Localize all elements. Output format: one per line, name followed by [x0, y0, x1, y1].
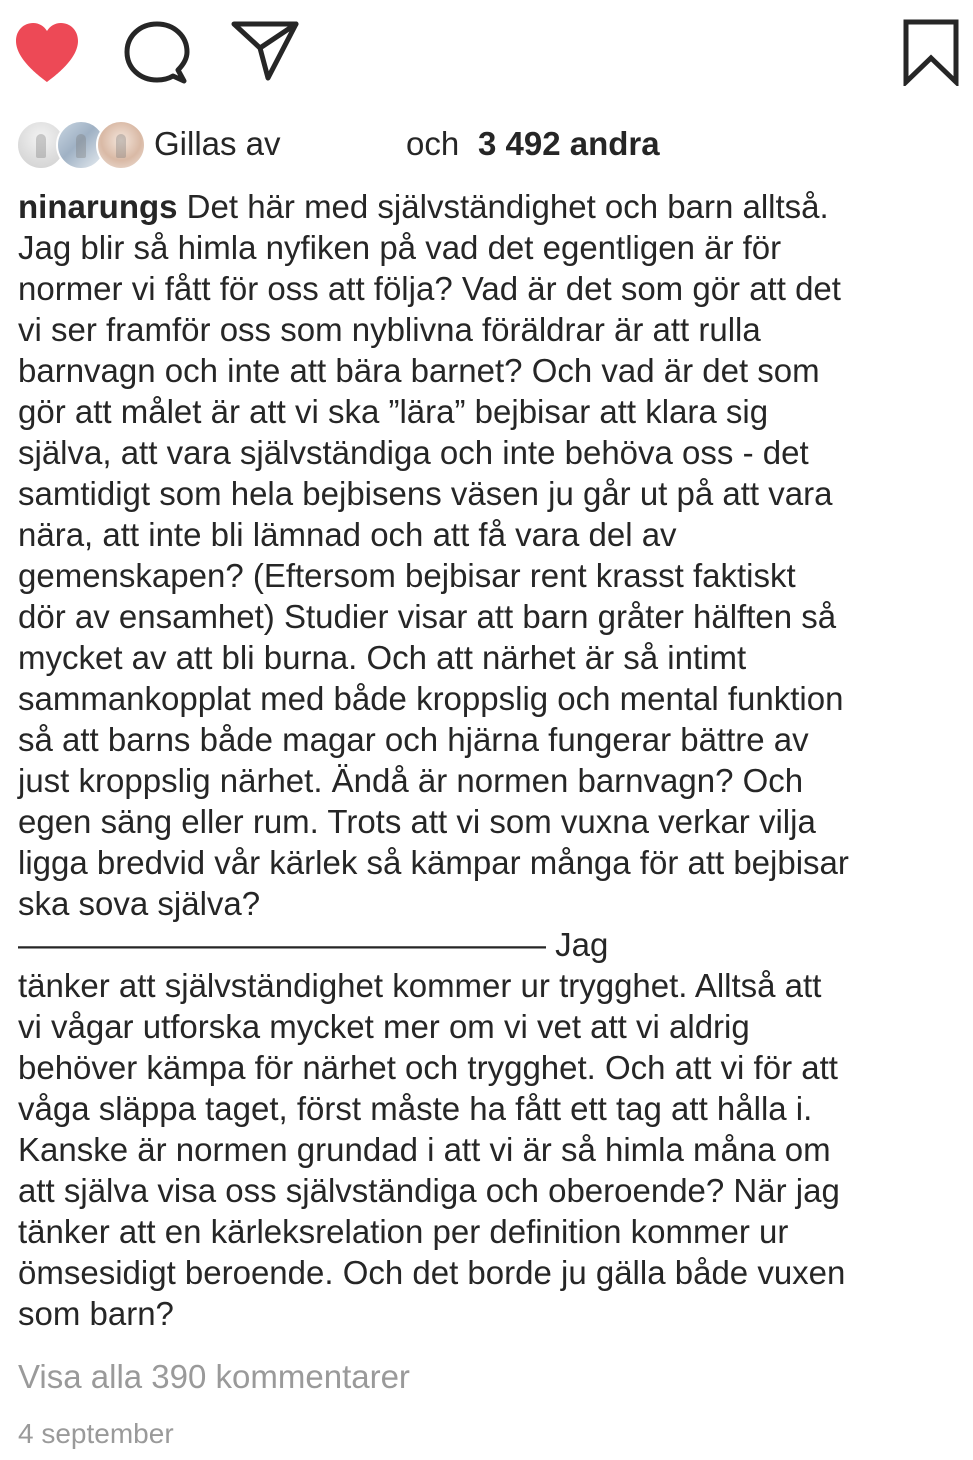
like-button[interactable] [12, 20, 82, 86]
bookmark-icon [900, 18, 962, 86]
comment-button[interactable] [124, 20, 190, 86]
caption-text: Det här med självständighet och barn alltså. Jag blir så himla nyfiken på vad det egentligen är för normer vi fått för oss att följa? Vad är det som gör att det vi ser framför oss som nyblivna föräldrar är att rulla barnvagn och inte att bära barnet? Och vad är det som gör att målet är att vi ska ”lära” bejbisar att klara sig själva, att vara självständiga och inte behöva oss - det samtidigt som hela bejbisens väsen ju går ut på att vara nära, att inte bli lämnad och att få vara del av gemenskapen? (Eftersom bejbisar rent krasst faktiskt dör av ensamhet) Studier visar att barn gråter hälften så mycket av att bli burna. Och att närhet är så intimt sammankopplat med både kroppslig och mental funktion så att barns både magar och hjärna fungerar bättre av just kroppslig närhet. Ändå är normen barnvagn? Och egen säng eller rum. Trots att vi som vuxna verkar vilja ligga bredvid vår kärlek så kämpar många för att bejbisar ska sova själva? ———————————————— Jag tänker att självständighet kommer ur trygghet. Alltså att vi vågar utforska mycket mer om vi vet att vi aldrig behöver kämpa för närhet och trygghet. Och att vi för att våga släppa taget, först måste ha fått ett tag att hålla i. Kanske är normen grundad i att vi är så himla måna om att själva visa oss självständiga och oberoende? När jag tänker att en kärleksrelation per definition kommer ur ömsesidigt beroende. Och det borde ju gälla både vuxen som barn? [18, 188, 849, 1332]
view-all-comments-link[interactable]: Visa alla 390 kommentarer [18, 1358, 410, 1395]
paper-plane-icon [230, 18, 300, 82]
post-caption [18, 186, 958, 1334]
post-date: 4 september [18, 1418, 174, 1449]
likes-prefix-text: Gillas av [154, 125, 281, 162]
likes-conjunction-text: och [406, 125, 460, 162]
save-button[interactable] [900, 18, 962, 86]
avatar[interactable] [96, 120, 146, 170]
heart-filled-icon [12, 20, 82, 86]
liker-avatars [16, 120, 146, 170]
share-button[interactable] [230, 18, 300, 82]
caption-username[interactable]: ninarungs [18, 188, 178, 225]
post-action-bar [0, 0, 973, 100]
speech-bubble-icon [124, 20, 190, 86]
likes-count-link[interactable]: 3 492 andra [478, 125, 660, 162]
likes-summary [16, 118, 956, 172]
